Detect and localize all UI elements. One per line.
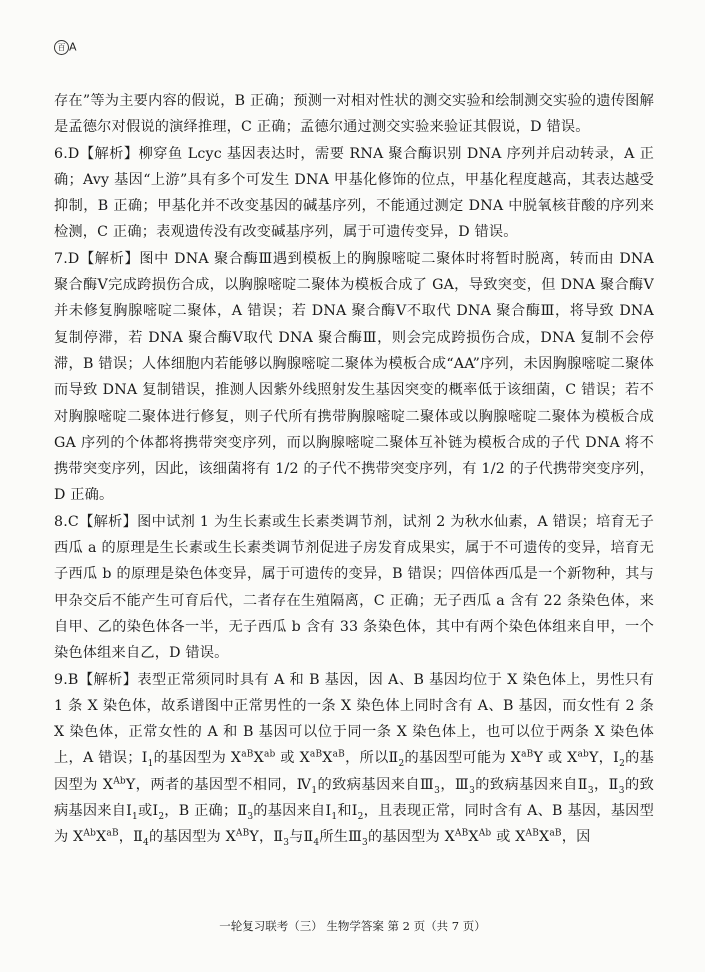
paragraph-q7: 7.D【解析】图中 DNA 聚合酶Ⅲ遇到模板上的胸腺嘧啶二聚体时将暂时脱离，转而由 DNA 聚合酶Ⅴ完成跨损伤合成，以胸腺嘧啶二聚体为模板合成了 GA，导致突变，但 DNA 聚合酶Ⅴ并未修复胸腺嘧啶二聚体，A 错误；若 DNA 聚合酶Ⅴ不取代 DNA 聚合酶Ⅲ，将导致 DNA 复制停滞，若 DNA 聚合酶Ⅴ取代 DNA 聚合酶Ⅲ，则会完成跨损伤合成，DNA 复制不会停滞，B 错误；人体细胞内若能够以胸腺嘧啶二聚体为模板合成“AA”序列，未因胸腺嘧啶二聚体而导致 DNA 复制错误，推测人因紫外线照射发生基因突变的概率低于该细菌，C 错误；若不对胸腺嘧啶二聚体进行修复，则子代所有携带胸腺嘧啶二聚体或以胸腺嘧啶二聚体为模板合成 GA 序列的个体都将携带突变序列，而以胸腺嘧啶二聚体互补链为模板合成的子代 DNA 将不携带突变序列，因此，该细菌将有 1/2 的子代不携带突变序列，有 1/2 的子代携带突变序列，D 正确。 — [54, 250, 654, 504]
page-footer: 一轮复习联考（三） 生物学答案 第 2 页（共 7 页） — [219, 919, 486, 933]
logo-icon: 百 — [54, 40, 69, 55]
paragraph-q6: 6.D【解析】柳穿鱼 Lcyc 基因表达时，需要 RNA 聚合酶识别 DNA 序列并启动转录，A 正确；Avy 基因“上游”具有多个可发生 DNA 甲基化修饰的位点，甲基化程度越高，其表达越受抑制，B 正确；甲基化并不改变基因的碱基序列，不能通过测定 DNA 中脱氧核苷酸的序列来检测，C 正确；表观遗传没有改变碱基序列，属于可遗传变异，D 错误。 — [54, 145, 654, 241]
paragraph-q8: 8.C【解析】图中试剂 1 为生长素或生长素类调节剂，试剂 2 为秋水仙素，A 错误；培育无子西瓜 a 的原理是生长素或生长素类调节剂促进子房发育成果实，属于不可遗传的变异，培育无子西瓜 b 的原理是染色体变异，属于可遗传的变异，B 错误；四倍体西瓜是一个新物种，其与甲杂交后不能产生可育后代，二者存在生殖隔离，C 正确；无子西瓜 a 含有 22 条染色体，来自甲、乙的染色体各一半，无子西瓜 b 含有 33 条染色体，其中有两个染色体组来自甲，一个染色体组来自乙，D 错误。 — [54, 513, 654, 662]
paragraph-q9: 9.B【解析】表型正常须同时具有 A 和 B 基因，因 A、B 基因均位于 X 染色体上，男性只有 1 条 X 染色体，故系谱图中正常男性的一条 X 染色体上同时含有 A、B 基因，而女性有 2 条 X 染色体，正常女性的 A 和 B 基因可以位于同一条 X 染色体上，也可以位于两条 X 染色体上，A 错误；$Ⅰ_1$的基因型为 $X^{aB}X^{ab}$ 或 $X^{aB}X^{aB}$，所以$Ⅱ_2$的基因型可能为 $X^{aB}Y$ 或 $X^{ab}Y$，$Ⅰ_2$的基因型为 $X^{Ab}Y$，两者的基因型不相同，$Ⅳ_1$的致病基因来自$Ⅲ_3$，$Ⅲ_3$的致病基因来自$Ⅱ_3$，$Ⅱ_3$的致病基因来自$Ⅰ_1$或$Ⅰ_2$，B 正确；$Ⅱ_3$的基因来自$Ⅰ_1$和$Ⅰ_2$，且表现正常，同时含有 A、B 基因，基因型为 $X^{Ab}X^{aB}$，$Ⅱ_4$的基因型为 $X^{AB}Y$，$Ⅱ_3$与$Ⅱ_4$所生$Ⅲ_3$的基因型为 $X^{AB}X^{Ab}$ 或 $X^{AB}X^{aB}$，因 — [54, 671, 655, 849]
answer-content — [54, 88, 654, 851]
logo-suffix: A — [69, 40, 77, 54]
paragraph-q5-continuation: 存在”等为主要内容的假说，B 正确；预测一对相对性状的测交实验和绘制测交实验的遗传图解是孟德尔对假说的演绎推理，C 正确；孟德尔通过测交实验来验证其假说，D 错误。 — [54, 93, 654, 136]
header-logo — [54, 40, 77, 55]
